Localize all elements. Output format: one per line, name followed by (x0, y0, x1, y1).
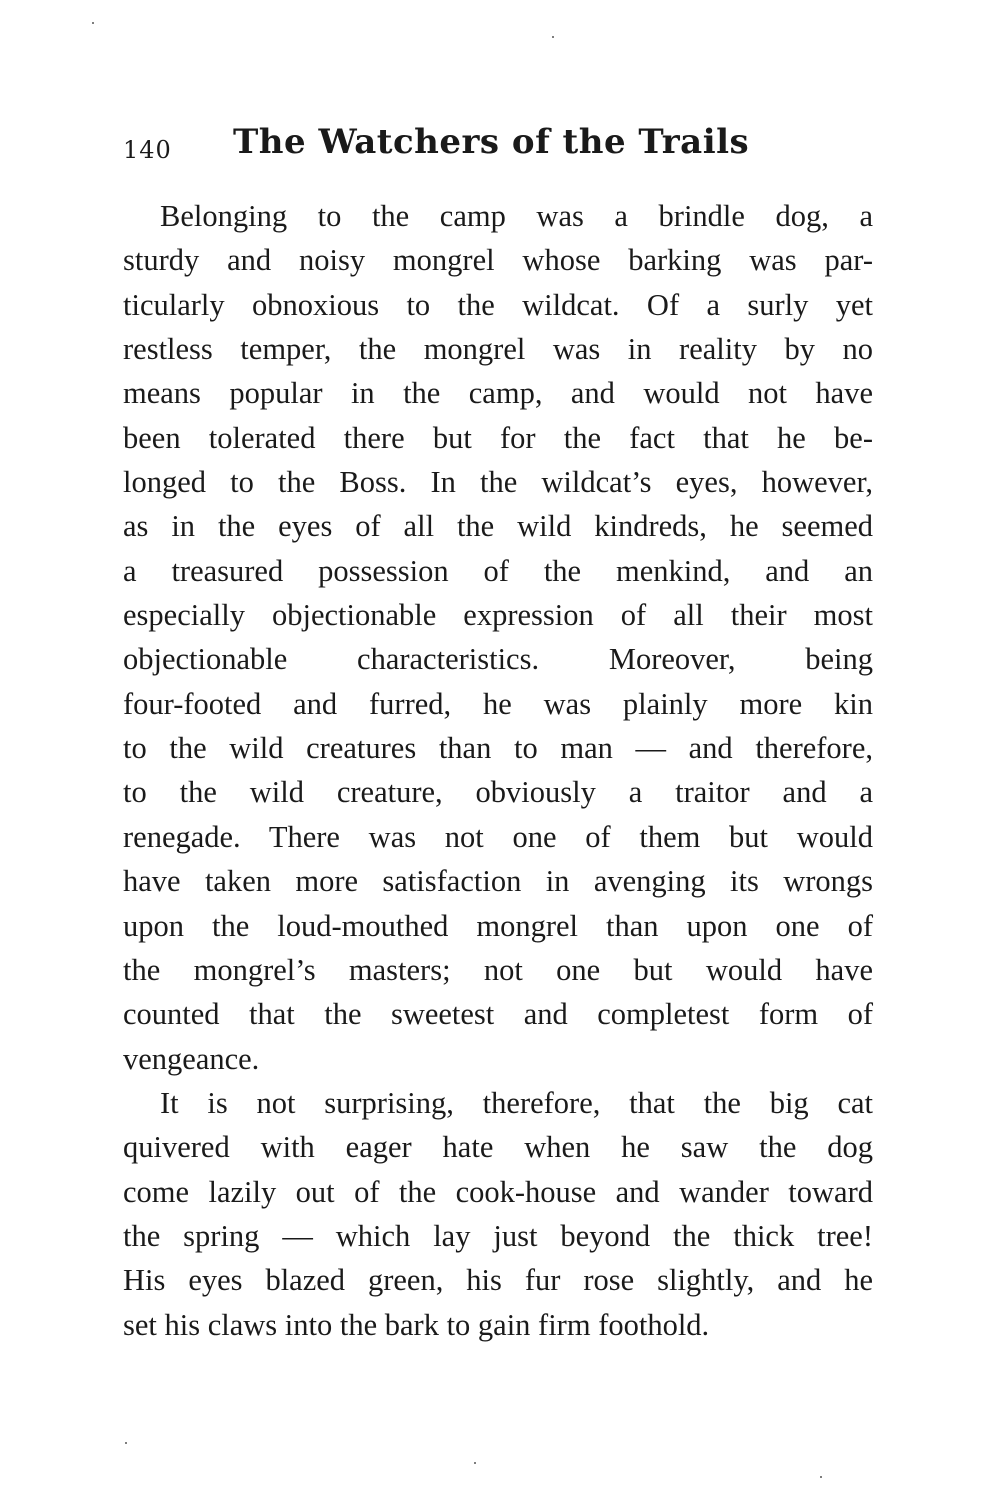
body-text (123, 194, 873, 1347)
text-line: the mongrel’s masters; not one but would have (123, 952, 873, 987)
text-line: restless temper, the mongrel was in reality by no (123, 332, 873, 367)
running-title: The Watchers of the Trails (233, 122, 750, 162)
scan-speck (474, 1462, 476, 1464)
text-line: counted that the sweetest and completest form of (123, 997, 873, 1032)
page-number: 140 (123, 136, 172, 164)
text-line: ticularly obnoxious to the wildcat. Of a surly yet (123, 287, 873, 322)
text-line: His eyes blazed green, his fur rose slightly, and he (123, 1263, 873, 1298)
text-line: the spring — which lay just beyond the thick tree! (123, 1218, 873, 1253)
scan-speck (552, 36, 554, 38)
text-line: It is not surprising, therefore, that the big cat (160, 1085, 873, 1120)
text-line: a treasured possession of the menkind, and an (123, 553, 873, 588)
text-line: vengeance. (123, 1041, 260, 1076)
text-line: especially objectionable expression of all their most (123, 598, 873, 633)
text-line: means popular in the camp, and would not have (123, 376, 873, 411)
text-line: set his claws into the bark to gain firm foothold. (123, 1307, 710, 1342)
scan-speck (820, 1476, 822, 1478)
text-line: to the wild creature, obviously a traitor and a (123, 775, 873, 810)
text-line: longed to the Boss. In the wildcat’s eyes, however, (123, 465, 873, 500)
running-header (123, 122, 883, 172)
text-line: four-footed and furred, he was plainly more kin (123, 686, 873, 721)
text-line: renegade. There was not one of them but would (123, 819, 873, 854)
text-line: objectionable characteristics. Moreover, being (123, 642, 873, 677)
text-line: have taken more satisfaction in avenging its wrongs (123, 864, 873, 899)
text-line: sturdy and noisy mongrel whose barking was par- (123, 243, 873, 278)
text-line: been tolerated there but for the fact that he be- (123, 420, 873, 455)
text-line: quivered with eager hate when he saw the dog (123, 1130, 873, 1165)
text-line: Belonging to the camp was a brindle dog, a (160, 199, 873, 233)
text-line: upon the loud-mouthed mongrel than upon one of (123, 908, 873, 943)
text-line: come lazily out of the cook-house and wander toward (123, 1174, 873, 1209)
text-line: to the wild creatures than to man — and therefore, (123, 731, 873, 766)
scan-speck (92, 22, 94, 24)
text-line: as in the eyes of all the wild kindreds, he seemed (123, 509, 873, 544)
scan-speck (125, 1442, 127, 1444)
